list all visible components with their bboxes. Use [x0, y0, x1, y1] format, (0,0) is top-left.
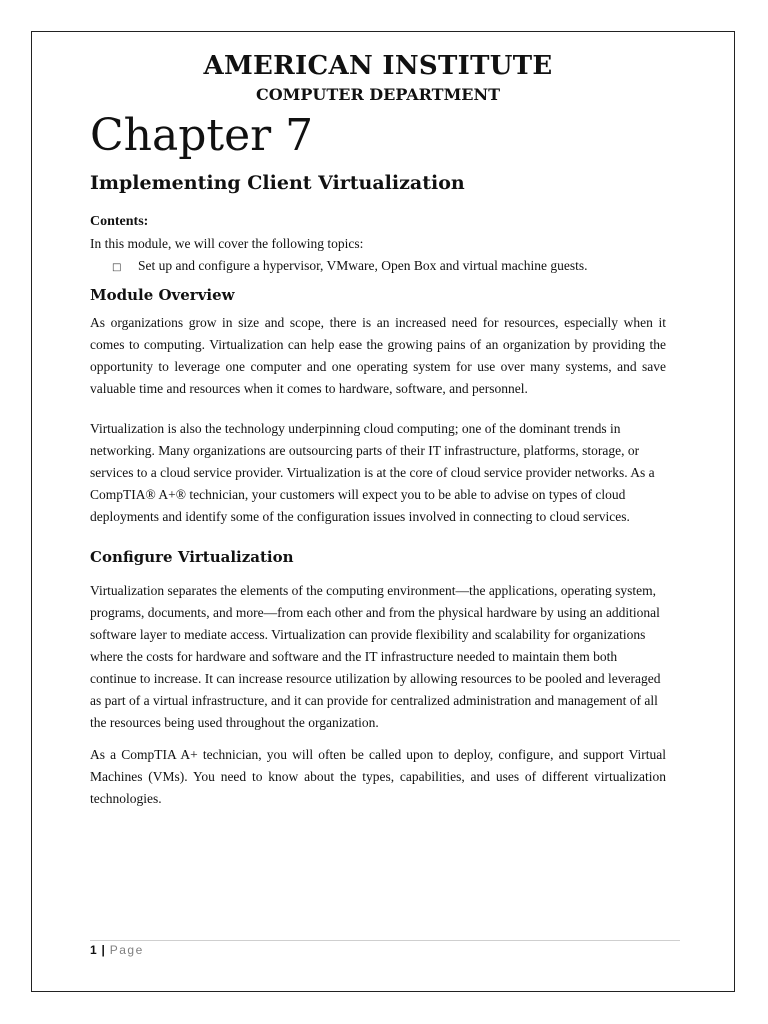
module-overview-paragraph-1: As organizations grow in size and scope, there is an increased need for resources, especially when it comes to computing. Virtualization can help ease the growing pains of an organization by providing the opportunity to leverage one computer and one operating system for use over many systems, and save valuable time and resources when it comes to hardware, software, and personnel. — [90, 315, 666, 396]
contents-intro: In this module, we will cover the following topics: — [90, 236, 364, 251]
module-overview-paragraph-2: Virtualization is also the technology underpinning cloud computing; one of the dominant trends in networking. Many organizations are outsourcing parts of their IT infrastructure, platforms, storage, or services to a cloud service provider. Virtualization is at the core of cloud service provider networks. As a CompTIA® A+® technician, your customers will expect you to be able to advise on types of cloud deployments and identify some of the configuration issues involved in connecting to cloud services. — [90, 421, 655, 524]
page-footer — [90, 940, 680, 957]
configure-virtualization-paragraph-2: As a CompTIA A+ technician, you will often be called upon to deploy, configure, and support Virtual Machines (VMs). You need to know about the types, capabilities, and uses of different virtualization technologies. — [90, 747, 666, 806]
module-overview-heading: Module Overview — [90, 286, 235, 304]
department-title: COMPUTER DEPARTMENT — [255, 85, 501, 104]
document-body — [90, 50, 666, 810]
configure-virtualization-heading: Configure Virtualization — [90, 548, 294, 566]
list-item-text: Set up and configure a hypervisor, VMware, Open Box and virtual machine guests. — [138, 258, 588, 273]
checkbox-bullet-icon: □ — [112, 262, 122, 273]
page-number: 1 — [90, 943, 97, 957]
page-label: Page — [109, 943, 144, 957]
institute-title: AMERICAN INSTITUTE — [203, 51, 553, 81]
footer-text — [90, 943, 680, 957]
configure-virtualization-paragraph-1: Virtualization separates the elements of the computing environment—the applications, operating system, programs, documents, and more—from each other and from the physical hardware by using an additional software layer to mediate access. Virtualization can provide flexibility and scalability for organizations where the costs for hardware and software and the IT infrastructure needed to maintain them both continue to increase. It can increase resource utilization by allowing resources to be pooled and leveraged as part of a virtual infrastructure, and it can provide for centralized administration and management of all the resources being used throughout the organization. — [90, 583, 661, 730]
chapter-subtitle: Implementing Client Virtualization — [90, 172, 465, 194]
contents-label: Contents: — [90, 214, 149, 229]
chapter-title: Chapter 7 — [90, 110, 314, 161]
footer-separator: | — [101, 943, 105, 957]
list-item — [112, 256, 666, 278]
